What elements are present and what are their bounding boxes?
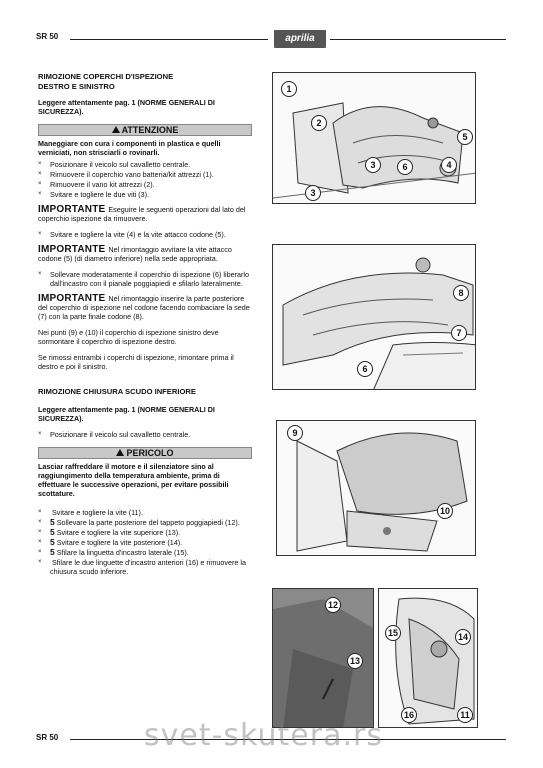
callout-3b: 3 [305, 185, 321, 201]
step-text: Sfilare la linguetta d'incastro laterale (15). [56, 547, 189, 557]
step-text: Rimuovere il vano kit attrezzi (2). [50, 180, 155, 189]
header-model: SR 50 [36, 32, 59, 41]
footer-model: SR 50 [36, 733, 59, 742]
list-item: × Rimuovere il vano kit attrezzi (2). [38, 180, 155, 189]
callout-6: 6 [357, 361, 373, 377]
warning-icon [116, 449, 124, 456]
figure-overlap-points [276, 420, 476, 556]
callout-4: 4 [441, 157, 457, 173]
header-rule-right [330, 39, 506, 40]
list-item: × Svitare e togliere la vite (4) e la vite attacco codone (5). [38, 230, 226, 239]
important-text: Nel rimontaggio avvitare la vite attacco codone (5) (di diametro inferiore) nella sede appropriata. [38, 245, 232, 263]
section2-title: RIMOZIONE CHIUSURA SCUDO INFERIORE [38, 387, 196, 396]
callout-6: 6 [397, 159, 413, 175]
step-number: 5 [50, 536, 55, 547]
cover-removal-drawing [273, 245, 476, 390]
important-label: IMPORTANTE [38, 244, 106, 255]
callout-1: 1 [281, 81, 297, 97]
callout-12: 12 [325, 597, 341, 613]
important-text: Eseguire le seguenti operazioni dal lato del coperchio ispezione da rimuovere. [38, 205, 246, 223]
list-item: × Svitare e togliere le due viti (3). [38, 190, 150, 199]
section2-step1 [38, 430, 252, 439]
attention-banner [38, 124, 252, 136]
step-text: Svitare e togliere la vite superiore (13). [56, 527, 181, 537]
important-label: IMPORTANTE [38, 204, 106, 215]
attention-label: ATTENZIONE [121, 125, 179, 135]
figure-cover-removal [272, 244, 476, 390]
callout-16: 16 [401, 707, 417, 723]
callout-13: 13 [347, 653, 363, 669]
section1-read-note: Leggere attentamente pag. 1 (NORME GENERALI DI SICUREZZA). [38, 98, 215, 116]
important-note-3 [38, 294, 252, 321]
figure-inspection-covers [272, 72, 476, 204]
figure-footrest-photo [272, 588, 374, 728]
list-item: × Rimuovere il coperchio vano batteria/kit attrezzi (1). [38, 170, 214, 179]
step-text: Svitare e togliere la vite (4) e la vite attacco codone (5). [50, 230, 226, 239]
step-text: Svitare e togliere la vite posteriore (14). [56, 537, 183, 547]
text-column [38, 72, 252, 582]
step-text: Rimuovere il coperchio vano batteria/kit attrezzi (1). [50, 170, 214, 179]
callout-2: 2 [311, 115, 327, 131]
step-text: Svitare e togliere la vite (11). [52, 507, 143, 517]
watermark: svet-skutera.rs [144, 718, 383, 753]
callout-8: 8 [453, 285, 469, 301]
callout-5: 5 [457, 129, 473, 145]
step-text: Sollevare la parte posteriore del tappeto poggiapiedi (12). [56, 517, 240, 527]
danger-text: Lasciar raffreddare il motore e il silenziatore sino al raggiungimento della temperatura ambiente, prima di effettuare le successive operazioni, per evitare possibili scottature. [38, 461, 229, 498]
list-item: × 5 Svitare e togliere la vite posteriore (14). [38, 536, 183, 547]
step-text: Posizionare il veicolo sul cavalletto centrale. [50, 160, 191, 169]
danger-banner [38, 447, 252, 459]
important-note-1 [38, 205, 252, 223]
page-header [36, 30, 506, 50]
section1-title-line2: DESTRO E SINISTRO [38, 81, 115, 91]
list-item: × 5 Svitare e togliere la vite superiore (13). [38, 526, 181, 537]
callout-15: 15 [385, 625, 401, 641]
list-item: × 5 Sollevare la parte posteriore del tappeto poggiapiedi (12). [38, 516, 240, 527]
step-text: Sollevare moderatamente il coperchio di ispezione (6) liberarlo dall'incastro con il pianale poggiapiedi e sfilarlo lateralmente. [50, 270, 249, 288]
list-item: × Posizionare il veicolo sul cavalletto centrale. [38, 160, 191, 169]
list-item: × Sfilare le due linguette d'incastro anteriori (16) e rimuovere la chiusura scudo inferiore. [38, 557, 246, 576]
callout-9: 9 [287, 425, 303, 441]
step-number: 5 [50, 526, 55, 537]
list-item: × Posizionare il veicolo sul cavalletto centrale. [38, 429, 191, 439]
aprilia-logo: aprilia [274, 30, 326, 48]
paragraph-order: Se rimossi entrambi i coperchi di ispezione, rimontare prima il destro e poi il sinistro. [38, 353, 234, 371]
callout-3: 3 [365, 157, 381, 173]
step-text: Posizionare il veicolo sul cavalletto centrale. [50, 429, 191, 439]
step-text: Sfilare le due linguette d'incastro anteriori (16) e rimuovere la chiusura scudo inferiore. [50, 557, 246, 576]
list-item: × 5 Sfilare la linguetta d'incastro laterale (15). [38, 546, 189, 557]
important-text: Nel rimontaggio inserire la parte posteriore del coperchio di ispezione nel codone facendo combaciare la sede (7) con la parte finale codone (8). [38, 294, 250, 321]
important-note-2 [38, 245, 252, 263]
callout-7: 7 [451, 325, 467, 341]
figure-shield-closure [378, 588, 478, 728]
step-text: Svitare e togliere le due viti (3). [50, 190, 150, 199]
section2-read-note: Leggere attentamente pag. 1 (NORME GENERALI DI SICUREZZA). [38, 404, 215, 423]
list-item: × Sollevare moderatamente il coperchio di ispezione (6) liberarlo dall'incastro con il pianale poggiapiedi e sfilarlo lateralmente. [38, 270, 249, 288]
warning-icon [112, 126, 120, 133]
callout-10: 10 [437, 503, 453, 519]
section2-steps [38, 508, 252, 576]
scooter-rear-drawing [273, 73, 476, 204]
step-number: 5 [50, 546, 55, 557]
overlap-drawing [277, 421, 476, 556]
section1-steps [38, 160, 252, 199]
section1-step5 [38, 230, 252, 239]
section1-title [38, 72, 252, 91]
section1-step6 [38, 270, 252, 288]
paragraph-overlap: Nei punti (9) e (10) il coperchio di ispezione sinistro deve sormontare il coperchio di ispezione destro. [38, 328, 219, 346]
important-label: IMPORTANTE [38, 293, 106, 304]
callout-14: 14 [455, 629, 471, 645]
attention-text: Maneggiare con cura i componenti in plastica e quelli verniciati, non strisciarli o rovinarli. [38, 139, 221, 157]
section1-title-line1: RIMOZIONE COPERCHI D'ISPEZIONE [38, 72, 174, 81]
danger-label: PERICOLO [126, 447, 174, 458]
header-rule-left [70, 39, 268, 40]
list-item: × Svitare e togliere la vite (11). [38, 507, 143, 517]
step-number: 5 [50, 516, 55, 527]
callout-11: 11 [457, 707, 473, 723]
